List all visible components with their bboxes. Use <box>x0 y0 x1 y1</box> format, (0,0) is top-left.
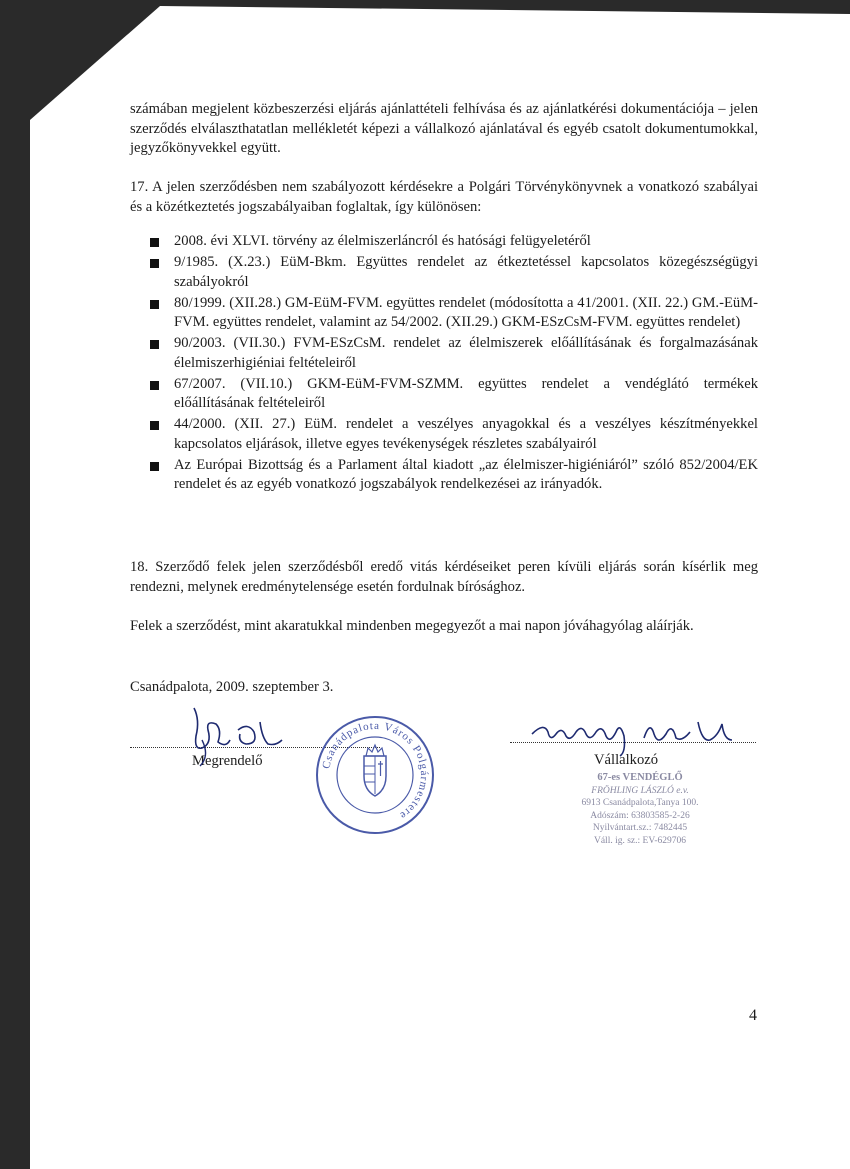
place-and-date: Csanádpalota, 2009. szeptember 3. <box>130 679 334 695</box>
square-bullet-icon <box>150 381 159 390</box>
list-item-text: 90/2003. (VII.30.) FVM-ESzCsM. rendelet az élelmiszerek előállításának és forgalmazásának élelmiszerhigiéniai feltételeiről <box>174 335 758 371</box>
legal-references-list <box>150 232 758 496</box>
svg-text:Csanádpalota Város Polgármeste: Csanádpalota Város Polgármestere <box>320 719 431 822</box>
intro-paragraph: számában megjelent közbeszerzési eljárás ajánlattételi felhívása és az ajánlatkérési dokumentációja – jelen szerződés elválaszthatatlan mellékletét képezi a vállalkozó ajánlatával és egyéb csatolt dokumentumokkal, jegyzőkönyvekkel együtt. <box>130 101 758 156</box>
list-item <box>150 456 758 495</box>
stamp-line: 67-es VENDÉGLŐ <box>597 772 683 783</box>
list-item <box>150 334 758 373</box>
list-item-text: 9/1985. (X.23.) EüM-Bkm. Együttes rendelet az étkeztetéssel kapcsolatos közegészségügyi szabályokról <box>174 254 758 290</box>
list-item <box>150 375 758 414</box>
list-item-text: 2008. évi XLVI. törvény az élelmiszerláncról és hatósági felügyeletéről <box>174 233 591 249</box>
customer-signature-icon <box>182 700 312 770</box>
contractor-stamp <box>540 772 740 847</box>
square-bullet-icon <box>150 238 159 247</box>
closing-paragraph: Felek a szerződést, mint akaratukkal mindenben megegyezőt a mai napon jóváhagyólag aláírják. <box>130 618 694 634</box>
contractor-signature-icon <box>526 712 756 758</box>
square-bullet-icon <box>150 462 159 471</box>
list-item-text: 80/1999. (XII.28.) GM-EüM-FVM. együttes rendelet (módosította a 41/2001. (XII. 22.) GM.-EüM-FVM. együttes rendelet, valamint az 54/2002. (XII.29.) GKM-ESzCsM-FVM. együttes rendelet) <box>174 294 758 330</box>
paragraph-17: 17. A jelen szerződésben nem szabályozott kérdésekre a Polgári Törvénykönyvnek a vonatkozó szabályai és a közétkeztetés jogszabályaiban foglaltak, így különösen: <box>130 179 758 215</box>
square-bullet-icon <box>150 300 159 309</box>
customer-role-label: Megrendelő <box>192 753 263 769</box>
list-item <box>150 415 758 454</box>
contractor-role-label: Vállalkozó <box>594 752 659 768</box>
stamp-line: 6913 Csanádpalota,Tanya 100. <box>581 798 699 808</box>
page-number: 4 <box>749 1007 757 1024</box>
list-item-text: 44/2000. (XII. 27.) EüM. rendelet a veszélyes anyagokkal és a veszélyes készítményekkel kapcsolatos eljárások, illetve egyes tevékenységek részletes szabályairól <box>174 416 758 452</box>
stamp-line: Adószám: 63803585-2-26 <box>590 810 690 821</box>
square-bullet-icon <box>150 421 159 430</box>
paragraph-18: 18. Szerződő felek jelen szerződésből eredő vitás kérdéseiket peren kívüli eljárás során kísérlik meg rendezni, melynek eredménytelensége esetén fordulnak bírósághoz. <box>130 559 758 595</box>
list-item <box>150 294 758 333</box>
list-item-text: Az Európai Bizottság és a Parlament által kiadott „az élelmiszer-higiéniáról” szóló 852/2004/EK rendelet és az egyéb vonatkozó jogszabályok rendelkezései az irányadók. <box>174 456 758 492</box>
stamp-line: Váll. ig. sz.: EV-629706 <box>593 835 686 846</box>
square-bullet-icon <box>150 340 159 349</box>
square-bullet-icon <box>150 259 159 268</box>
list-item <box>150 253 758 292</box>
official-seal-icon <box>314 714 436 836</box>
list-item <box>150 232 758 252</box>
list-item-text: 67/2007. (VII.10.) GKM-EüM-FVM-SZMM. együttes rendelet a vendéglátó termékek előállításának feltételeiről <box>174 375 758 411</box>
stamp-line: FRÖHLING LÁSZLÓ e.v. <box>591 785 689 796</box>
stamp-line: Nyilvántart.sz.: 7482445 <box>592 823 688 833</box>
